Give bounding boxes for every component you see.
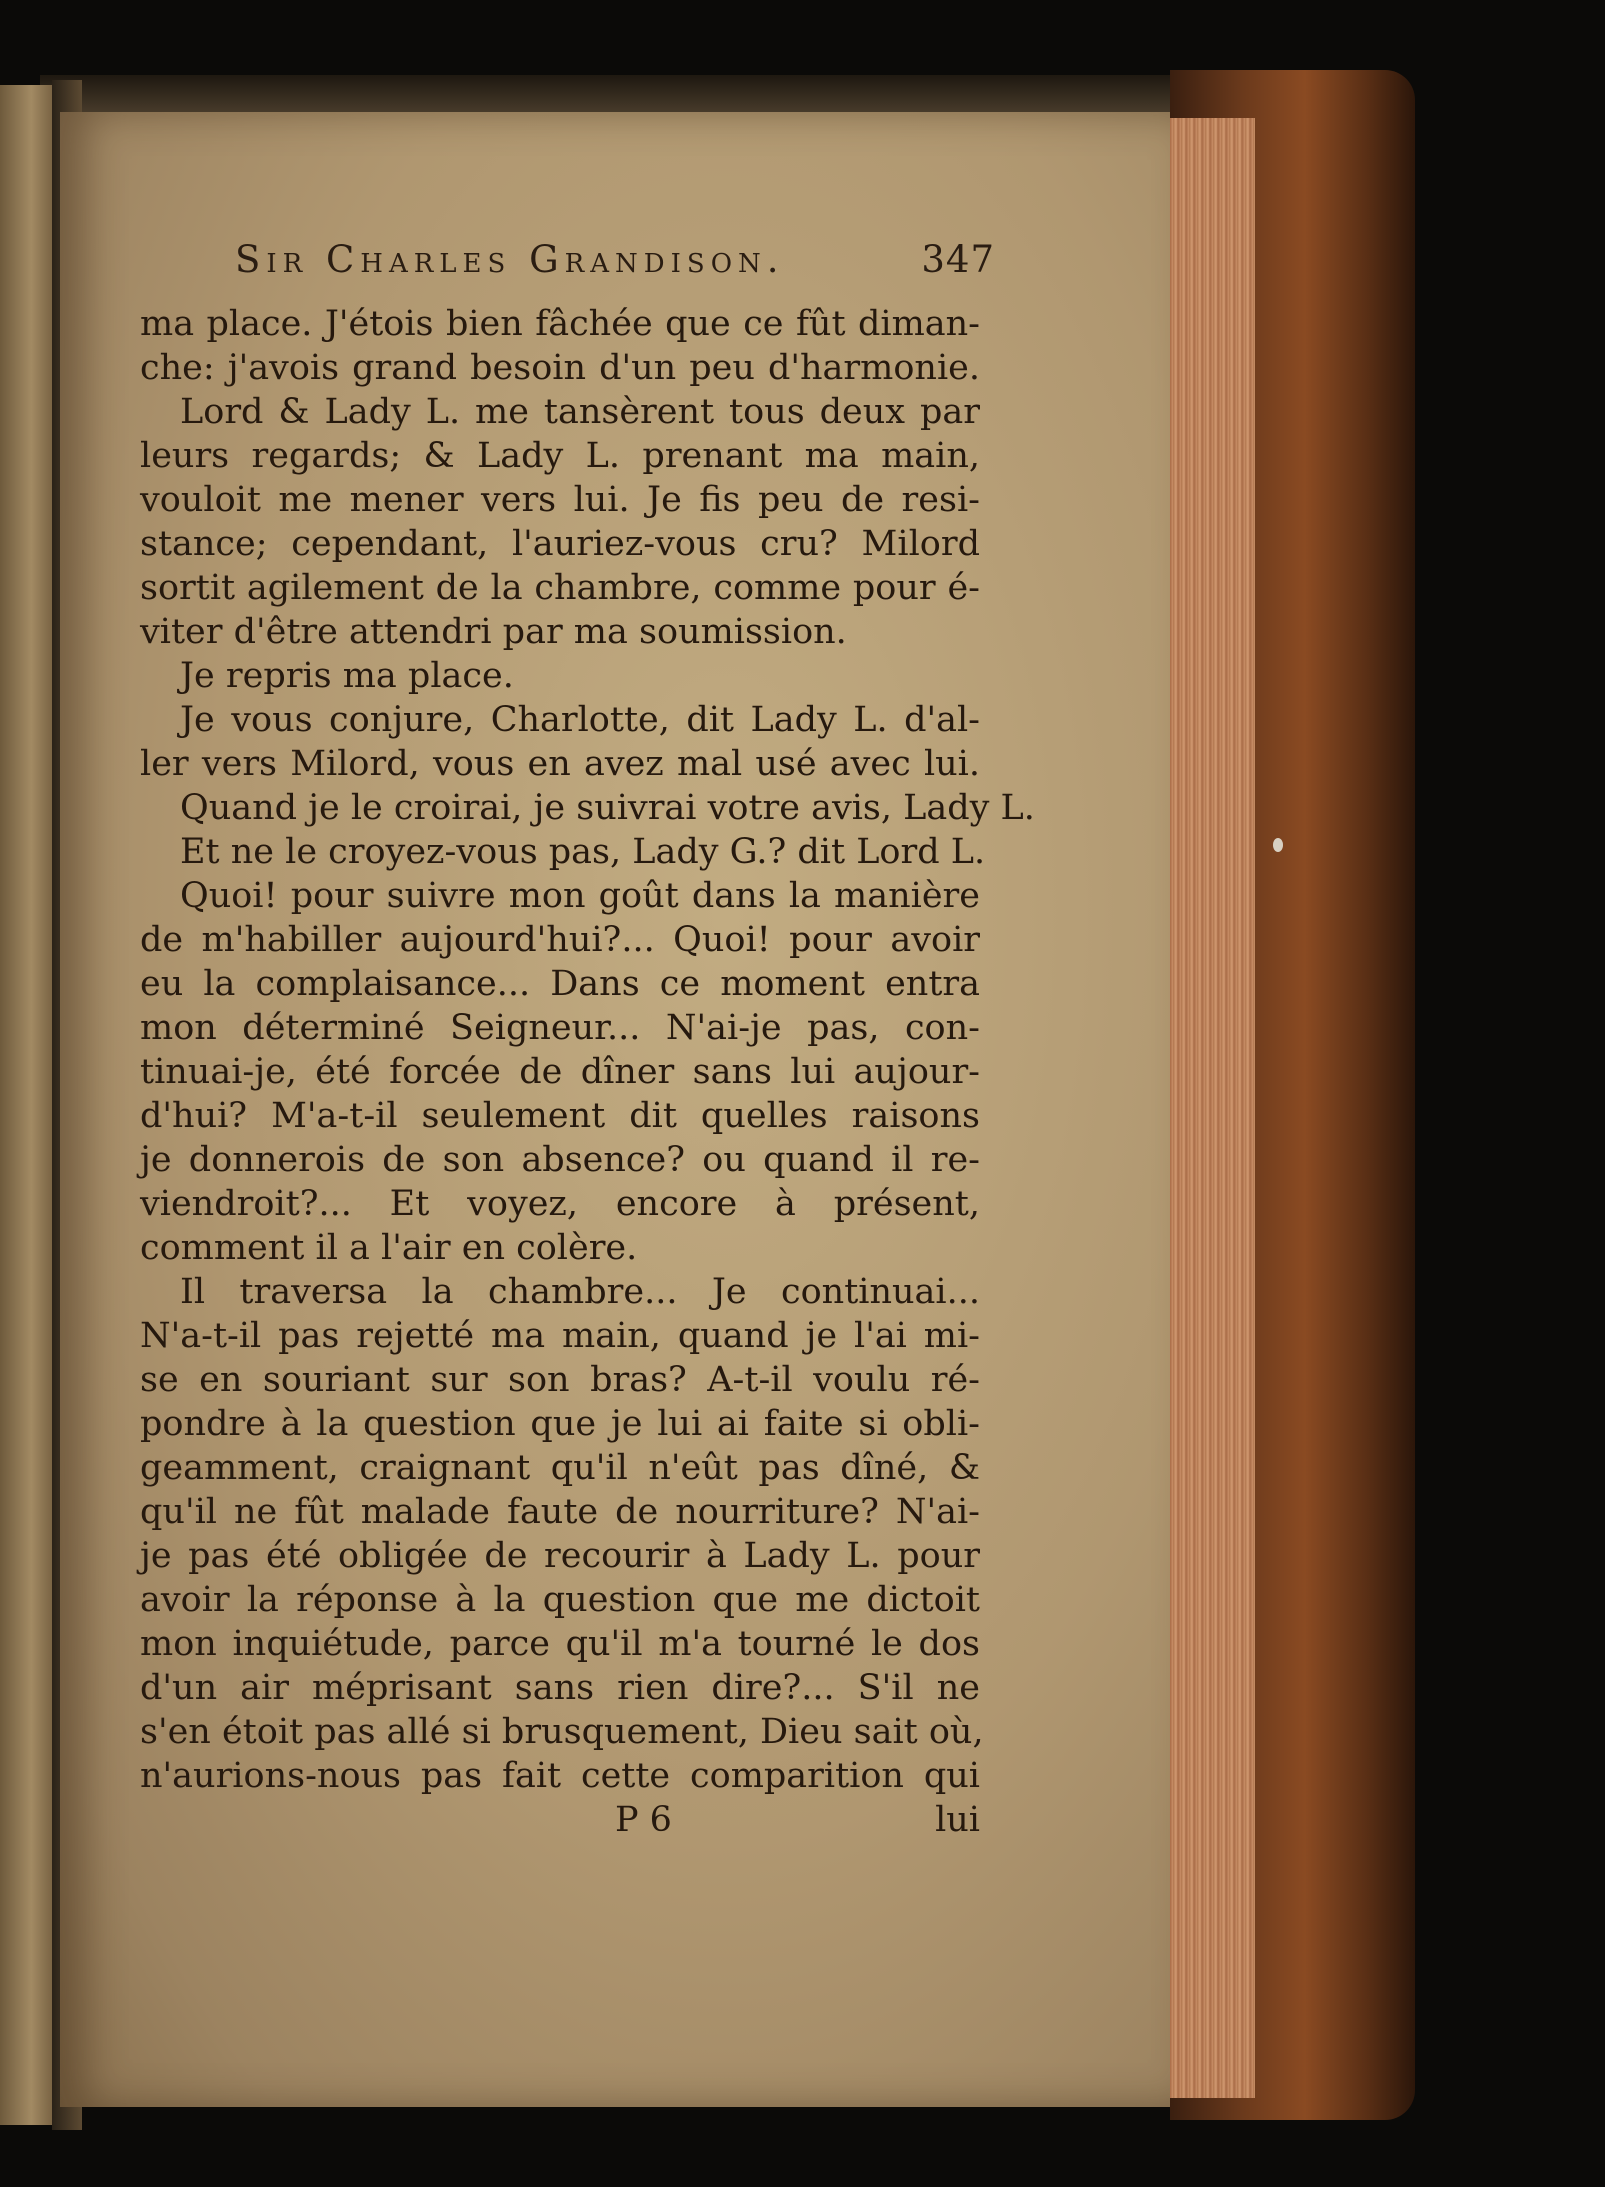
text-line: eu la complaisance... Dans ce moment entra	[140, 964, 980, 1004]
text-line: leurs regards; & Lady L. prenant ma main,	[140, 436, 980, 476]
text-line: sortit agilement de la chambre, comme pour é-	[140, 568, 980, 608]
text-line: comment il a l'air en colère.	[140, 1228, 638, 1268]
text-line: mon inquiétude, parce qu'il m'a tourné le dos	[140, 1624, 980, 1664]
text-line: tinuai-je, été forcée de dîner sans lui aujour-	[140, 1052, 980, 1092]
text-line: Lord & Lady L. me tansèrent tous deux par	[180, 392, 980, 432]
text-line: vouloit me mener vers lui. Je fis peu de resi-	[140, 480, 980, 520]
text-line: avoir la réponse à la question que me dictoit	[140, 1580, 980, 1620]
text-line: viter d'être attendri par ma soumission.	[140, 612, 847, 652]
text-line: qu'il ne fût malade faute de nourriture? N'ai-	[140, 1492, 980, 1532]
text-line: d'un air méprisant sans rien dire?... S'il ne	[140, 1668, 980, 1708]
text-line: Quand je le croirai, je suivrai votre avis, Lady L.	[180, 788, 1035, 828]
text-line: n'aurions-nous pas fait cette comparition qui	[140, 1756, 980, 1796]
text-line: stance; cependant, l'auriez-vous cru? Milord	[140, 524, 980, 564]
signature-mark: P 6	[615, 1800, 672, 1840]
text-line: Il traversa la chambre... Je continuai...	[180, 1272, 980, 1312]
catchword: lui	[935, 1800, 980, 1840]
text-line: se en souriant sur son bras? A-t-il voulu ré-	[140, 1360, 980, 1400]
text-line: Je repris ma place.	[180, 656, 514, 696]
page-number: 347	[921, 238, 995, 281]
text-line: Et ne le croyez-vous pas, Lady G.? dit Lord L.	[180, 832, 986, 872]
text-line: Quoi! pour suivre mon goût dans la manière	[180, 876, 980, 916]
text-line: Je vous conjure, Charlotte, dit Lady L. d'al-	[180, 700, 980, 740]
page-edges	[1165, 118, 1255, 2098]
left-page-fragment	[0, 85, 52, 2125]
text-line: mon déterminé Seigneur... N'ai-je pas, con-	[140, 1008, 980, 1048]
text-line: d'hui? M'a-t-il seulement dit quelles raisons	[140, 1096, 980, 1136]
text-line: ma place. J'étois bien fâchée que ce fût diman-	[140, 304, 980, 344]
running-header	[235, 238, 995, 284]
text-line: viendroit?... Et voyez, encore à présent,	[140, 1184, 980, 1224]
text-line: s'en étoit pas allé si brusquement, Dieu sait où,	[140, 1712, 984, 1752]
book-page	[60, 112, 1170, 2107]
text-line: che: j'avois grand besoin d'un peu d'harmonie.	[140, 348, 980, 388]
text-line: N'a-t-il pas rejetté ma main, quand je l'ai mi-	[140, 1316, 980, 1356]
text-line: geamment, craignant qu'il n'eût pas dîné, &	[140, 1448, 980, 1488]
text-line: je donnerois de son absence? ou quand il re-	[140, 1140, 980, 1180]
text-line: pondre à la question que je lui ai faite si obli-	[140, 1404, 980, 1444]
running-title: Sir Charles Grandison.	[235, 238, 785, 281]
page-footer	[140, 1800, 980, 1844]
cover-hole	[1273, 838, 1283, 852]
text-line: je pas été obligée de recourir à Lady L. pour	[140, 1536, 980, 1576]
text-line: ler vers Milord, vous en avez mal usé avec lui.	[140, 744, 980, 784]
text-line: de m'habiller aujourd'hui?... Quoi! pour avoir	[140, 920, 980, 960]
